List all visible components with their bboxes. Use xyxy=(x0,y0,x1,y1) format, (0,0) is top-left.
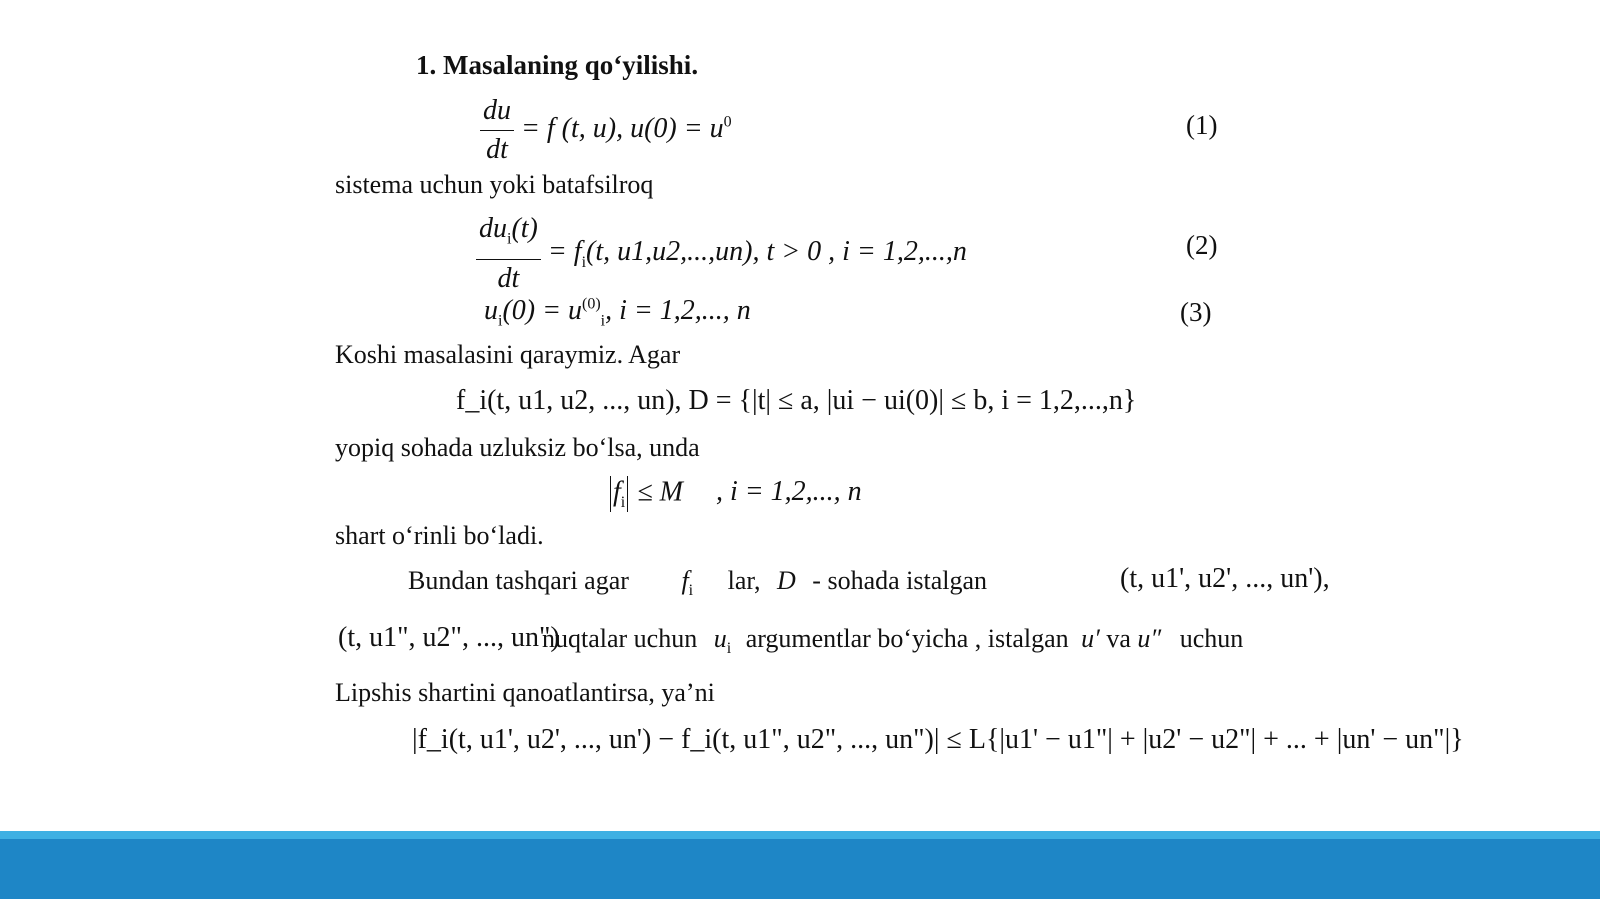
f-symbol: f xyxy=(613,476,621,508)
equation-lipschitz: |f_i(t, u1', u2', ..., un') − f_i(t, u1", u2", ..., un")| ≤ L{|u1' − u1"| + |u2' − u2"| + ... + |un' − un"|} xyxy=(412,724,1464,755)
footer-bar xyxy=(0,839,1600,899)
equation-2: $\frac{du_i(t)}{dt}$ = $f_i(t$, u1,u2,...,un), t > 0 , i = 1,2,...,n xyxy=(476,210,967,298)
equation-3: $u_i(0) = u^{(0)}_i$, i = 1,2,..., n xyxy=(484,295,751,330)
text-yopiq: yopiq sohada uzluksiz bo‘lsa, unda xyxy=(335,433,700,462)
fraction-dui-dt: $\frac{du_i(t)}{dt}$ xyxy=(476,210,541,298)
equation-domain-D: f_i(t, u1, u2, ..., un), D = {|t| ≤ a, |ui − ui(0)| ≤ b, i = 1,2,...,n} xyxy=(456,385,1137,416)
paragraph-line-2: nuqtalar uchun $u_i$ argumentlar bo‘yicha , istalgan u′ va u″ uchun xyxy=(542,624,1244,658)
paragraph-line-1: Bundan tashqari agar $f_i$ lar, D - sohada istalgan xyxy=(408,566,988,600)
footer-accent-line xyxy=(0,831,1600,839)
equation-number-1: (1) xyxy=(1186,110,1218,140)
equation-number-3: (3) xyxy=(1180,297,1212,327)
equation-bound-M: $f_i \le M$ , i = 1,2,..., n xyxy=(608,476,862,512)
tuple-double-prime: (t, u1", u2", ..., un") xyxy=(338,622,560,653)
text-sistema: sistema uchun yoki batafsilroq xyxy=(335,170,654,199)
abs-bar-right xyxy=(627,476,628,512)
text-shart: shart o‘rinli bo‘ladi. xyxy=(335,521,544,550)
section-heading: 1. Masalaning qo‘yilishi. xyxy=(416,50,699,80)
paragraph-line-3: Lipshis shartini qanoatlantirsa, ya’ni xyxy=(335,678,715,707)
equation-number-2: (2) xyxy=(1186,230,1218,260)
fraction-du-dt: $\frac{du}{dt}$ xyxy=(480,92,514,169)
tuple-prime: (t, u1', u2', ..., un'), xyxy=(1120,563,1330,594)
equation-1: $\frac{du}{dt}$ = f (t, u), $u(0) = u^0$ xyxy=(480,92,732,169)
abs-bar-left xyxy=(610,476,611,512)
text-koshi: Koshi masalasini qaraymiz. Agar xyxy=(335,340,681,369)
